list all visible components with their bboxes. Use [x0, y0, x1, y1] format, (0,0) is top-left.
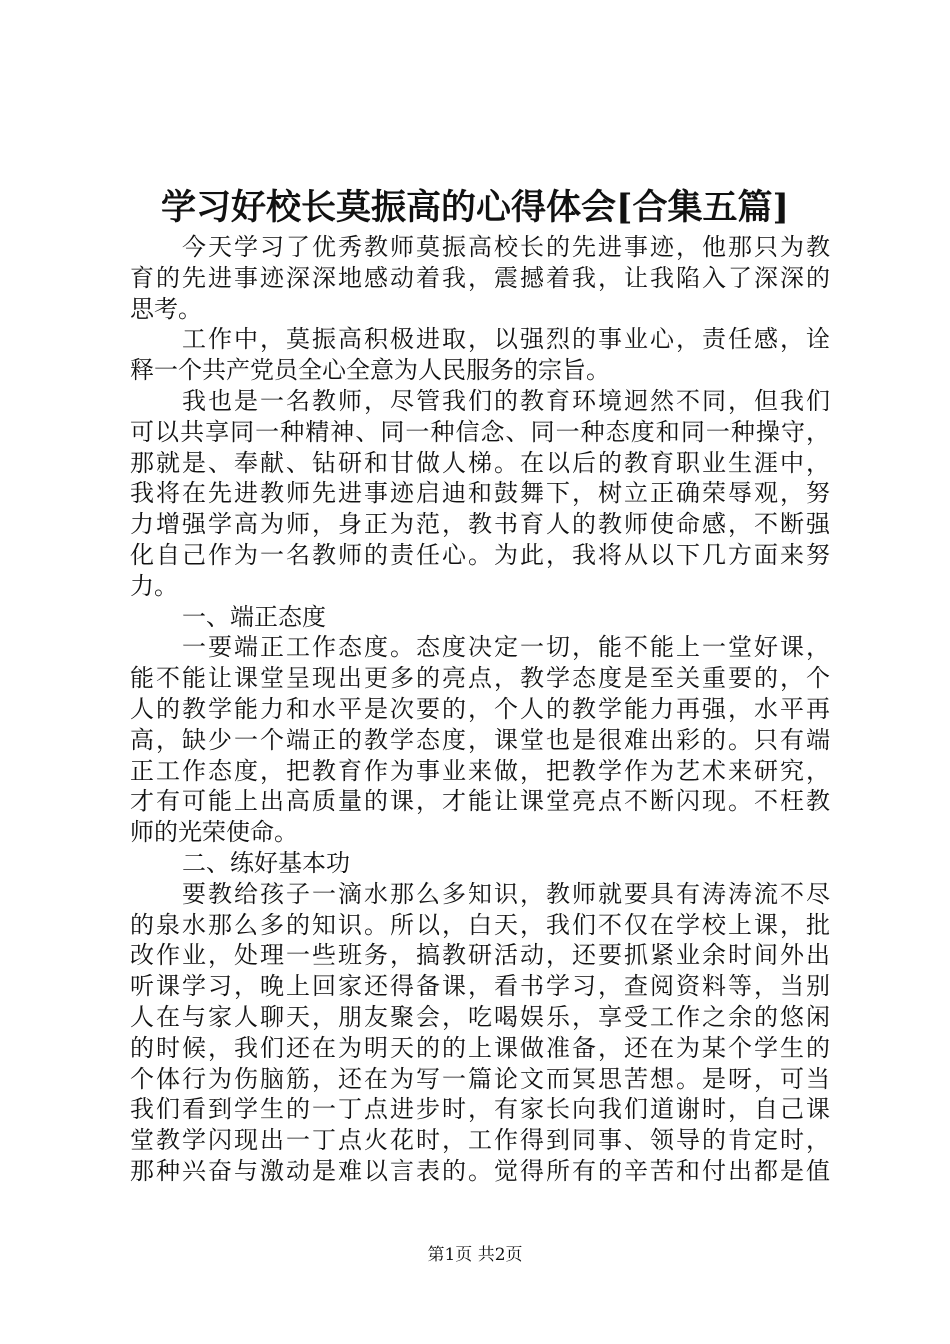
text-line: 今天学习了优秀教师莫振高校长的先进事迹，他那只为教 [182, 233, 830, 261]
text-line: 正工作态度，把教育作为事业来做，把教学作为艺术来研究， [130, 756, 830, 785]
text-line: 力。 [130, 571, 178, 600]
text-line: 力增强学高为师，身正为范，教书育人的教师使命感，不断强 [130, 510, 830, 539]
text-line: 我将在先进教师先进事迹启迪和鼓舞下，树立正确荣辱观，努 [130, 479, 830, 508]
text-line: 那就是、奉献、钻研和甘做人梯。在以后的教育职业生涯中， [130, 448, 830, 477]
text-line: 师的光荣使命。 [130, 818, 298, 847]
section-heading: 二、练好基本功 [182, 848, 350, 877]
text-line: 个体行为伤脑筋，还在为写一篇论文而冥思苦想。是呀，可当 [130, 1064, 830, 1093]
text-line: 要教给孩子一滴水那么多知识，教师就要具有涛涛流不尽 [182, 879, 830, 908]
text-line: 育的先进事迹深深地感动着我，震撼着我，让我陷入了深深的 [130, 263, 830, 292]
text-line: 才有可能上出高质量的课，才能让课堂亮点不断闪现。不枉教 [130, 787, 830, 816]
text-line: 化自己作为一名教师的责任心。为此，我将从以下几方面来努 [130, 540, 830, 569]
text-line: 改作业，处理一些班务，搞教研活动，还要抓紧业余时间外出 [130, 941, 830, 970]
text-line: 听课学习，晚上回家还得备课，看书学习，查阅资料等，当别 [130, 972, 830, 1001]
text-line: 的时候，我们还在为明天的的上课做准备，还在为某个学生的 [130, 1033, 830, 1062]
text-line: 的泉水那么多的知识。所以，白天，我们不仅在学校上课，批 [130, 910, 830, 939]
text-line: 释一个共产党员全心全意为人民服务的宗旨。 [130, 356, 610, 385]
text-line: 人的教学能力和水平是次要的，个人的教学能力再强，水平再 [130, 694, 830, 723]
text-line: 人在与家人聊天，朋友聚会，吃喝娱乐，享受工作之余的悠闲 [130, 1002, 830, 1031]
text-line: 高，缺少一个端正的教学态度，课堂也是很难出彩的。只有端 [130, 725, 830, 754]
text-line: 思考。 [130, 294, 202, 323]
text-line: 那种兴奋与激动是难以言表的。觉得所有的辛苦和付出都是值 [130, 1156, 830, 1185]
text-line: 堂教学闪现出一丁点火花时，工作得到同事、领导的肯定时， [130, 1126, 830, 1155]
text-line: 我们看到学生的一丁点进步时，有家长向我们道谢时，自己课 [130, 1095, 830, 1124]
text-line: 工作中，莫振高积极进取，以强烈的事业心，责任感，诠 [182, 325, 830, 354]
text-line: 能不能让课堂呈现出更多的亮点，教学态度是至关重要的，个 [130, 664, 830, 693]
section-heading: 一、端正态度 [182, 602, 326, 631]
page-footer: 第1页 共2页 [427, 1245, 523, 1265]
text-line: 可以共享同一种精神、同一种信念、同一种态度和同一种操守， [130, 417, 830, 446]
text-line: 一要端正工作态度。态度决定一切，能不能上一堂好课， [182, 633, 830, 662]
document-body [130, 232, 830, 1187]
text-line: 我也是一名教师，尽管我们的教育环境迥然不同，但我们 [182, 386, 830, 415]
document-title: 学习好校长莫振高的心得体会[合集五篇] [160, 187, 790, 228]
